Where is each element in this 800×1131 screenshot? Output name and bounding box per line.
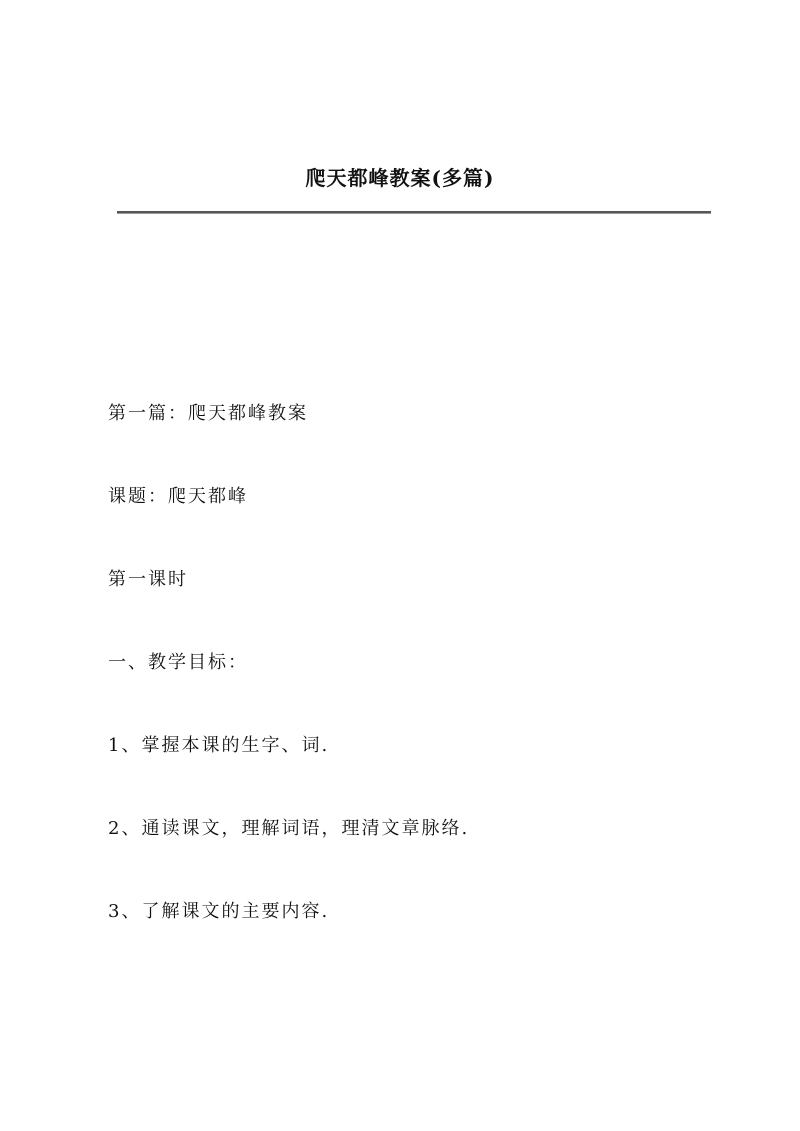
objective-item-3: 3、了解课文的主要内容. [108, 901, 330, 922]
document-title: 爬天都峰教案(多篇) [305, 166, 495, 190]
title-divider [117, 211, 711, 214]
section-heading: 第一篇：爬天都峰教案 [108, 403, 308, 424]
lesson-topic: 课题：爬天都峰 [108, 486, 248, 507]
objective-item-1: 1、掌握本课的生字、词. [108, 735, 330, 756]
objectives-heading: 一、教学目标： [108, 652, 248, 673]
objective-item-2: 2、通读课文，理解词语，理清文章脉络. [108, 818, 470, 839]
lesson-period: 第一课时 [108, 569, 188, 590]
